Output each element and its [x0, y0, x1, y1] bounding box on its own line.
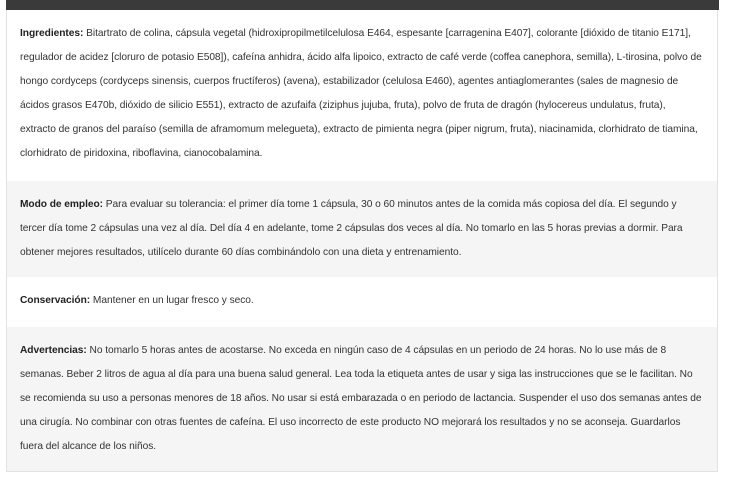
usage-text: Para evaluar su tolerancia: el primer día tome 1 cápsula, 30 o 60 minutos antes de la comida más copiosa del día. El segundo y tercer día tome 2 cápsulas una vez al día. Del día 4 en adelante, tome 2 cápsulas dos veces al día. No tomarlo en las 5 horas previas a dormir. Para obtener mejores resultados, utilícelo durante 60 días combinándolo con una dieta y entrenamiento. [20, 199, 683, 258]
ingredients-text: Bitartrato de colina, cápsula vegetal (hidroxipropilmetilcelulosa E464, espesante [carragenina E407], colorante [dióxido de titanio E171], regulador de acidez [cloruro de potasio E508]), cafeína anhidra, ácido alfa lipoico, extracto de café verde (coffea canephora, semilla), L-tirosina, polvo de hongo cordyceps (cordyceps sinensis, cuerpos fructíferos) (avena), estabilizador (celulosa E460), agentes antiaglomerantes (sales de magnesio de ácidos grasos E470b, dióxido de silicio E551), extracto de azufaifa (ziziphus jujuba, fruta), polvo de fruta de dragón (hylocereus undulatus, fruta), extracto de granos del paraíso (semilla de aframomum melegueta), extracto de pimienta negra (piper nigrum, fruta), niacinamida, clorhidrato de tiamina, clorhidrato de piridoxina, riboflavina, cianocobalamina. [20, 28, 702, 159]
top-bar [6, 0, 719, 10]
ingredients-label: Ingredientes: [20, 28, 84, 39]
storage-text: Mantener en un lugar fresco y seco. [90, 295, 254, 306]
warnings-text: No tomarlo 5 horas antes de acostarse. No exceda en ningún caso de 4 cápsulas en un periodo de 24 horas. No lo use más de 8 semanas. Beber 2 litros de agua al día para una buena salud general. Lea toda la etiqueta antes de usar y siga las instrucciones que se le facilitan. No se recomienda su uso a personas menores de 18 años. No usar si está embarazada o en periodo de lactancia. Suspender el uso dos semanas antes de una cirugía. No combinar con otras fuentes de cafeína. El uso incorrecto de este producto NO mejorará los resultados y no se aconseja. Guardarlos fuera del alcance de los niños. [20, 345, 702, 452]
ingredients-row [7, 10, 717, 181]
warnings-row [7, 327, 717, 471]
storage-label: Conservación: [20, 295, 91, 306]
warnings-label: Advertencias: [20, 345, 87, 356]
product-info-table [6, 10, 718, 472]
usage-label: Modo de empleo: [20, 199, 104, 210]
usage-row [7, 181, 717, 277]
storage-row [7, 277, 717, 327]
